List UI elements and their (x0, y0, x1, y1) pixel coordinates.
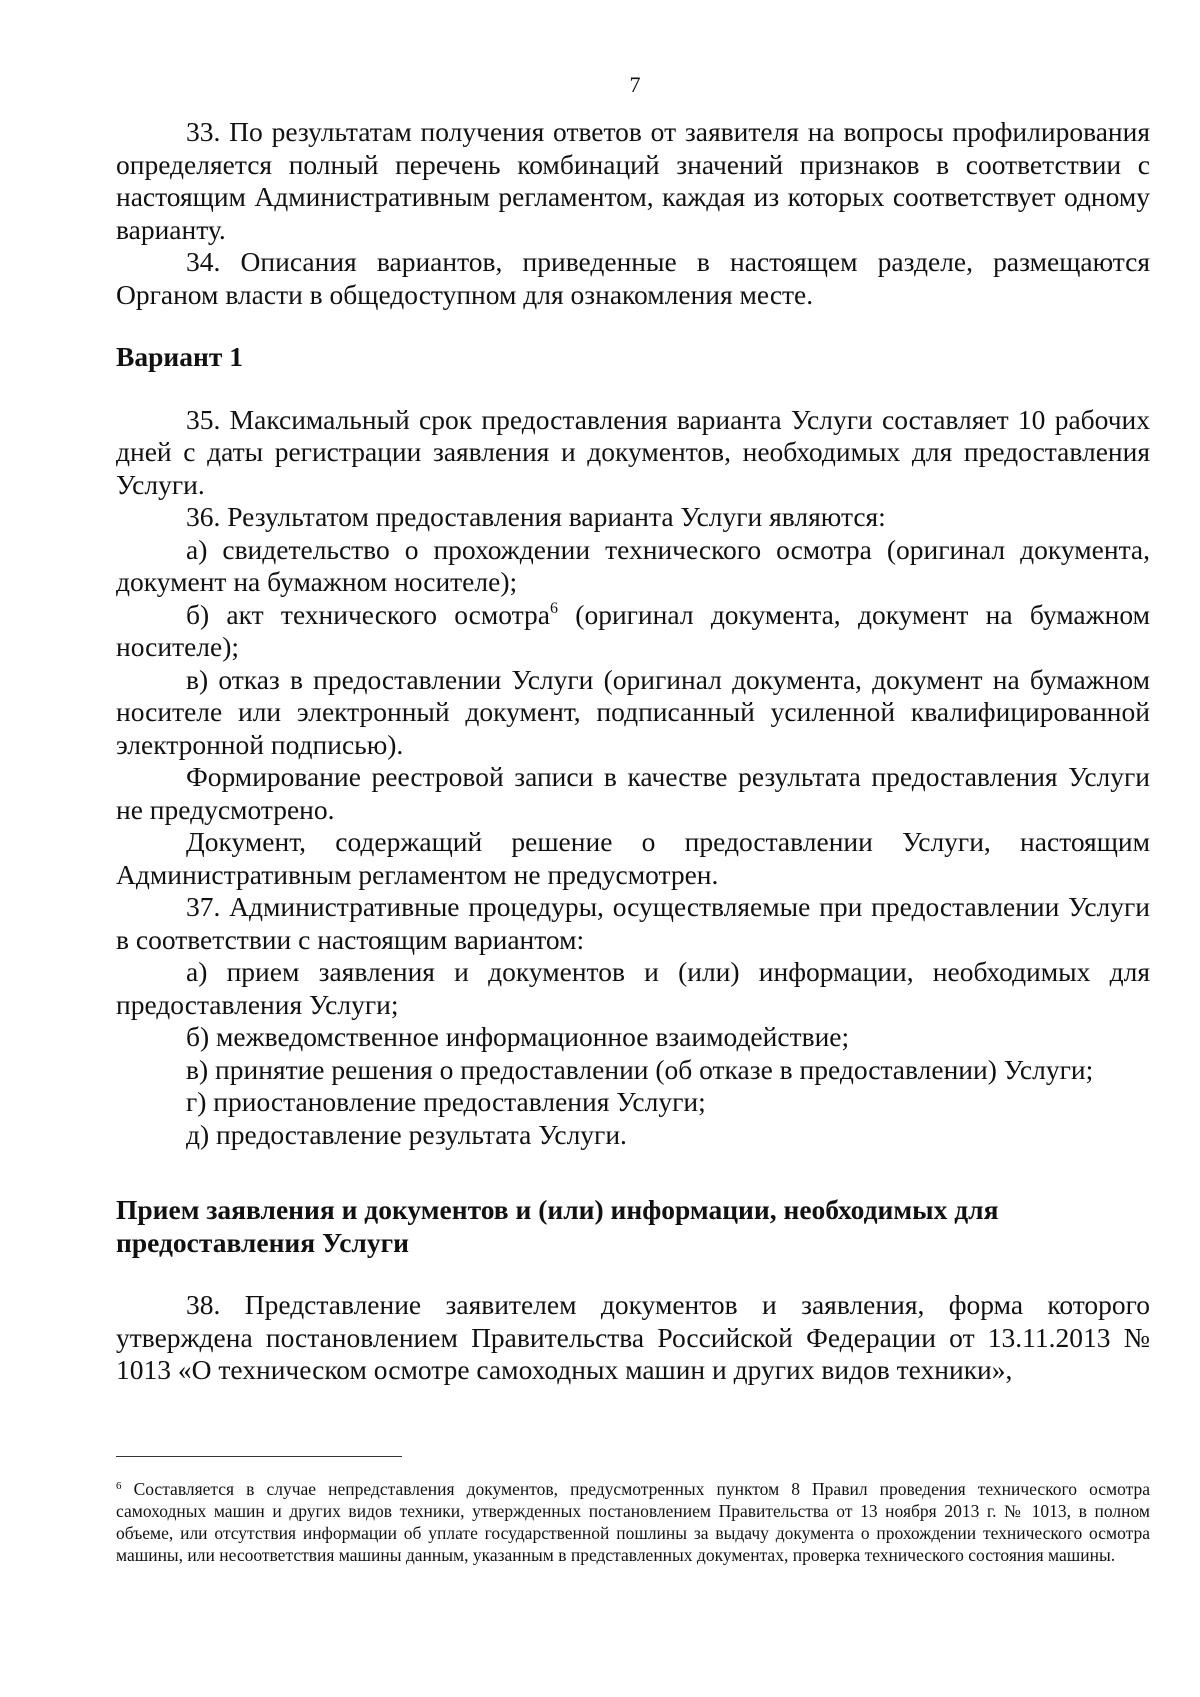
paragraph-34: 34. Описания вариантов, приведенные в настоящем разделе, размещаются Органом власти в общедоступном для ознакомления месте. (116, 246, 1150, 310)
footnote-marker: 6 (116, 1480, 122, 1492)
paragraph-36c: в) отказ в предоставлении Услуги (оригинал документа, документ на бумажном носителе или электронный документ, подписанный усиленной квалифицированной электронной подписью). (116, 663, 1150, 760)
footnote-text: Составляется в случае непредставления документов, предусмотренных пунктом 8 Правил проведения технического осмотра самоходных машин и других видов техники, утвержденных постановлением Правительства от 13 ноября 2013 г. № 1013, в полном объеме, или отсутствия информации об уплате государственной пошлины за выдачу документа о прохождении технического осмотра машины, или несоответствия машины данным, указанным в представленных документах, проверка технического состояния машины. (116, 1479, 1150, 1565)
section-heading (116, 1193, 1150, 1259)
variant-heading: Вариант 1 (116, 341, 243, 372)
footnote (116, 1478, 1150, 1566)
section-heading-line1: Прием заявления и документов и (или) информации, необходимых для (116, 1194, 999, 1225)
paragraph-36b-end: (оригинал документа, документ на бумажном носителе); (116, 598, 1150, 662)
paragraph-33: 33. По результатам получения ответов от заявителя на вопросы профилирования определяется полный перечень комбинаций значений признаков в соответствии с настоящим Административным регламентом, каждая из которых соответствует одному варианту. (116, 116, 1150, 245)
paragraph-35: 35. Максимальный срок предоставления варианта Услуги составляет 10 рабочих дней с даты регистрации заявления и документов, необходимых для предоставления Услуги. (116, 403, 1150, 500)
paragraph-36: 36. Результатом предоставления варианта Услуги являются: (186, 501, 886, 532)
paragraph-37c: в) принятие решения о предоставлении (об отказе в предоставлении) Услуги; (186, 1053, 1094, 1085)
paragraph-37e: д) предоставление результата Услуги. (186, 1118, 627, 1150)
paragraph-36b (116, 599, 1150, 664)
footnote-ref: 6 (550, 599, 558, 617)
paragraph-38: 38. Представление заявителем документов и заявления, форма которого утверждена постановлением Правительства Российской Федерации от 13.11.2013 № 1013 «О техническом осмотре самоходных машин и других видов техники», (116, 1289, 1150, 1385)
paragraph-37: 37. Административные процедуры, осуществляемые при предоставлении Услуги в соответствии с настоящим вариантом: (116, 891, 1150, 955)
footnote-separator (116, 1456, 402, 1457)
paragraph-36a: а) свидетельство о прохождении технического осмотра (оригинал документа, документ на бумажном носителе); (116, 533, 1150, 597)
paragraph-registry: Формирование реестровой записи в качестве результата предоставления Услуги не предусмотрено. (116, 761, 1150, 825)
paragraph-37b: б) межведомственное информационное взаимодействие; (186, 1021, 850, 1052)
paragraph-decision: Документ, содержащий решение о предоставлении Услуги, настоящим Административным регламентом не предусмотрен. (116, 826, 1150, 890)
paragraph-36b-start: б) акт технического осмотра (186, 598, 550, 630)
paragraph-37d: г) приостановление предоставления Услуги; (186, 1086, 706, 1117)
page-number: 7 (629, 72, 641, 97)
document-body (116, 116, 1150, 1387)
paragraph-37a: а) прием заявления и документов и (или) информации, необходимых для предоставления Услуги; (116, 956, 1150, 1020)
section-heading-line2: предоставления Услуги (116, 1227, 409, 1258)
